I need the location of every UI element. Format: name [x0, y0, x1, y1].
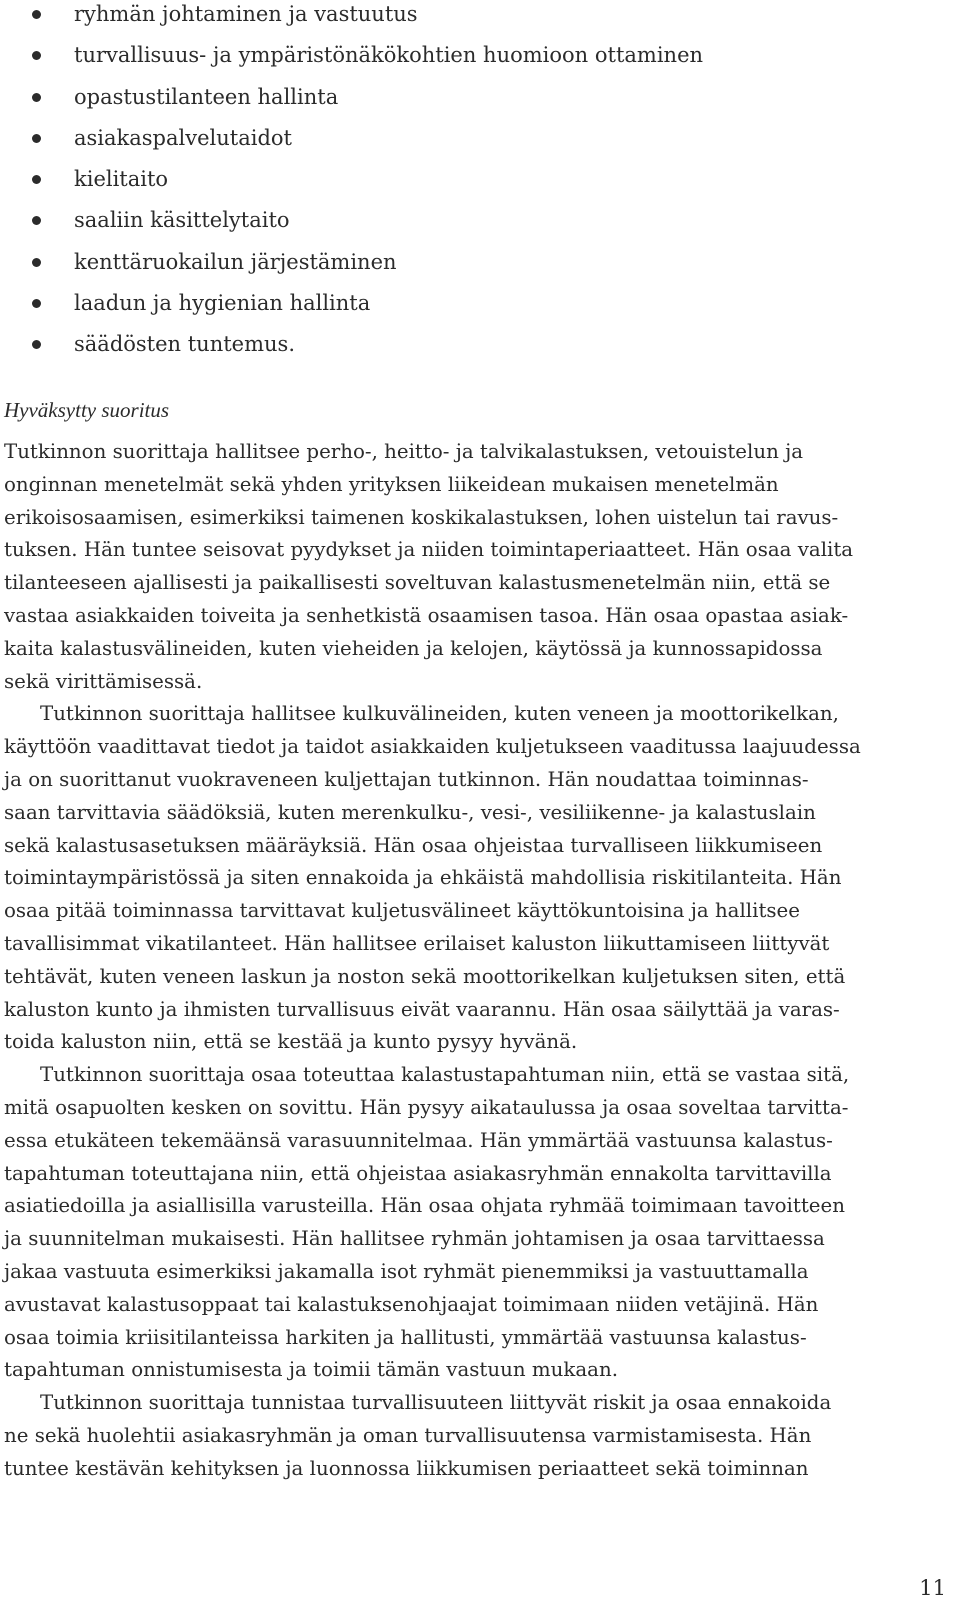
text-line: Tutkinnon suorittaja hallitsee perho-, heitto- ja talvikalastuksen, vetouistelun ja	[4, 440, 804, 463]
list-item-text: ryhmän johtaminen ja vastuutus	[74, 2, 418, 26]
text-line: tuntee kestävän kehityksen ja luonnossa liikkumisen periaatteet sekä toiminnan	[4, 1456, 809, 1480]
text-line: osaa toimia kriisitilanteissa harkiten ja hallitusti, ymmärtää vastuunsa kalastus-	[4, 1325, 807, 1349]
list-item	[0, 206, 900, 247]
list-item-text: säädösten tuntemus.	[74, 332, 295, 356]
bullet-icon	[32, 340, 41, 349]
text-line: kaita kalastusvälineiden, kuten vieheiden ja kelojen, käytössä ja kunnossapidossa	[4, 636, 823, 660]
section-heading: Hyväksytty suoritus	[4, 398, 170, 422]
text-line: kaluston kunto ja ihmisten turvallisuus eivät vaarannu. Hän osaa säilyttää ja varas-	[4, 997, 840, 1021]
list-item	[0, 289, 900, 330]
list-item	[0, 0, 900, 41]
bullet-icon	[32, 175, 41, 184]
text-line: Tutkinnon suorittaja osaa toteuttaa kalastustapahtuman niin, että se vastaa sitä,	[40, 1063, 850, 1087]
text-line: saan tarvittavia säädöksiä, kuten merenkulku-, vesi-, vesiliikenne- ja kalastuslain	[4, 800, 816, 824]
text-line: mitä osapuolten kesken on sovittu. Hän pysyy aikataulussa ja osaa soveltaa tarvitta-	[4, 1095, 849, 1119]
list-item-text: opastustilanteen hallinta	[74, 84, 339, 109]
text-line: tuksen. Hän tuntee seisovat pyydykset ja niiden toimintaperiaatteet. Hän osaa valita	[4, 538, 854, 562]
body-text	[4, 436, 904, 1486]
text-line: avustavat kalastusoppaat tai kalastuksenohjaajat toimimaan niiden vetäjinä. Hän	[4, 1292, 819, 1316]
text-line: osaa pitää toiminnassa tarvittavat kuljetusvälineet käyttökuntoisina ja hallitsee	[4, 899, 800, 923]
list-item	[0, 124, 900, 165]
text-line: jakaa vastuuta esimerkiksi jakamalla isot ryhmät pienemmiksi ja vastuuttamalla	[4, 1259, 809, 1283]
list-item	[0, 83, 900, 124]
list-item	[0, 330, 900, 371]
bullet-icon	[32, 10, 41, 19]
text-line: tilanteeseen ajallisesti ja paikallisesti soveltuvan kalastusmenetelmän niin, että se	[4, 571, 831, 595]
text-line: essa etukäteen tekemäänsä varasuunnitelmaa. Hän ymmärtää vastuunsa kalastus-	[4, 1128, 833, 1152]
text-line: ja suunnitelman mukaisesti. Hän hallitsee ryhmän johtamisen ja osaa tarvittaessa	[4, 1227, 825, 1251]
text-line: erikoisosaamisen, esimerkiksi taimenen koskikalastuksen, lohen uistelun tai ravus-	[4, 505, 839, 529]
list-item-text: turvallisuus- ja ympäristönäkökohtien huomioon ottaminen	[74, 43, 704, 68]
list-item	[0, 165, 900, 206]
text-line: vastaa asiakkaiden toiveita ja senhetkistä osaamisen tasoa. Hän osaa opastaa asiak-	[4, 603, 849, 627]
text-line: ja on suorittanut vuokraveneen kuljettajan tutkinnon. Hän noudattaa toiminnas-	[4, 767, 809, 791]
text-line: tavallisimmat vikatilanteet. Hän hallitsee erilaiset kaluston liikuttamiseen liittyvät	[4, 931, 830, 955]
bullet-icon	[32, 216, 41, 225]
list-item-text: saaliin käsittelytaito	[74, 208, 290, 233]
list-item-text: kielitaito	[74, 167, 169, 191]
page-number: 11	[919, 1576, 946, 1600]
bullet-icon	[32, 93, 41, 102]
text-line: asiatiedoilla ja asiallisilla varusteilla. Hän osaa ohjata ryhmää toimimaan tavoitteen	[4, 1194, 845, 1218]
text-line: ne sekä huolehtii asiakasryhmän ja oman turvallisuutensa varmistamisesta. Hän	[4, 1423, 812, 1447]
list-item	[0, 248, 900, 289]
list-item-text: laadun ja hygienian hallinta	[74, 290, 371, 315]
text-line: onginnan menetelmät sekä yhden yrityksen liikeidean mukaisen menetelmän	[4, 472, 779, 496]
text-line: Tutkinnon suorittaja tunnistaa turvallisuuteen liittyvät riskit ja osaa ennakoida	[40, 1391, 832, 1415]
list-item	[0, 41, 900, 82]
text-line: tapahtuman onnistumisesta ja toimii tämän vastuun mukaan.	[4, 1358, 618, 1382]
text-line: sekä kalastusasetuksen määräyksiä. Hän osaa ohjeistaa turvalliseen liikkumiseen	[4, 833, 823, 857]
text-line: toida kaluston niin, että se kestää ja kunto pysyy hyvänä.	[4, 1030, 578, 1054]
skills-bullet-list	[0, 0, 900, 371]
bullet-icon	[32, 51, 41, 60]
text-line: tapahtuman toteuttajana niin, että ohjeistaa asiakasryhmän ennakolta tarvittavilla	[4, 1161, 832, 1185]
text-line: sekä virittämisessä.	[4, 669, 203, 693]
text-line: Tutkinnon suorittaja hallitsee kulkuvälineiden, kuten veneen ja moottorikelkan,	[40, 702, 839, 726]
text-line: tehtävät, kuten veneen laskun ja noston sekä moottorikelkan kuljetuksen siten, että	[4, 964, 846, 988]
list-item-text: kenttäruokailun järjestäminen	[74, 249, 397, 274]
list-item-text: asiakaspalvelutaidot	[74, 125, 292, 150]
bullet-icon	[32, 134, 41, 143]
text-line: toimintaympäristössä ja siten ennakoida ja ehkäistä mahdollisia riskitilanteita. Hän	[4, 866, 842, 890]
bullet-icon	[32, 299, 41, 308]
bullet-icon	[32, 258, 41, 267]
text-line: käyttöön vaadittavat tiedot ja taidot asiakkaiden kuljetukseen vaaditussa laajuudessa	[4, 735, 861, 759]
